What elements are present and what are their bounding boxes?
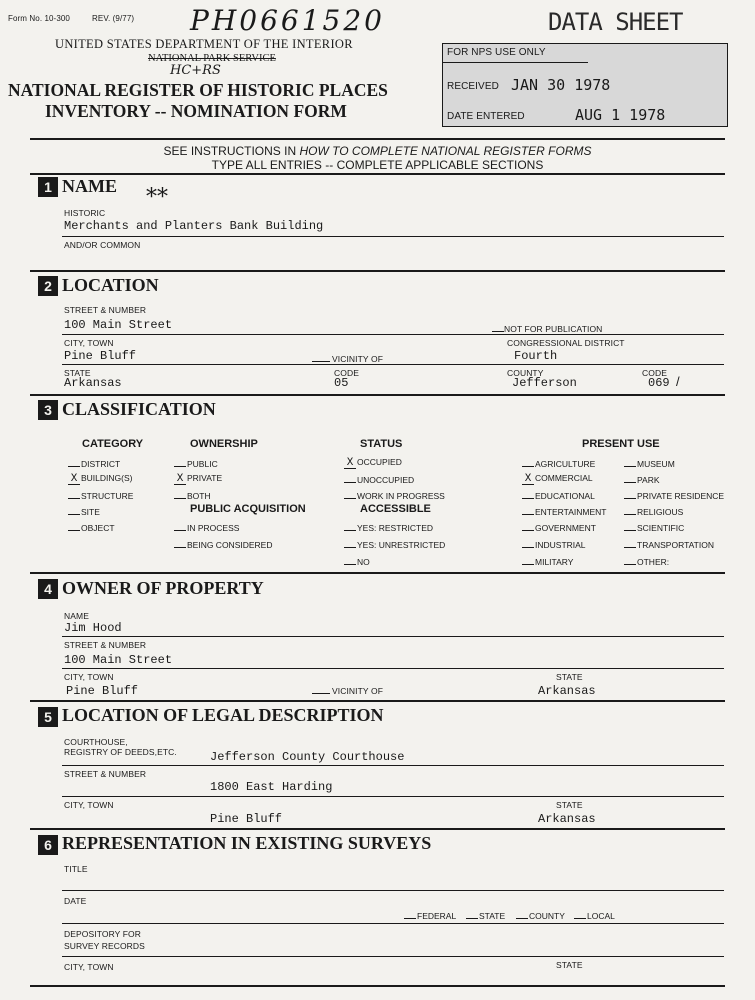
option-label: RELIGIOUS [637, 507, 684, 517]
department-line: UNITED STATES DEPARTMENT OF THE INTERIOR [55, 37, 353, 51]
checkbox-no[interactable] [344, 555, 370, 567]
option-label: COMMERCIAL [535, 473, 593, 483]
received-label: RECEIVED [447, 81, 499, 92]
county-value: Jefferson [512, 376, 577, 390]
public-acquisition-heading: PUBLIC ACQUISITION [190, 503, 306, 515]
checkbox-mark [68, 521, 80, 531]
checkbox-military[interactable] [522, 555, 573, 567]
checkbox-mark [624, 538, 636, 548]
checkbox-mark [174, 521, 186, 531]
owner-state-value: Arkansas [538, 684, 596, 698]
checkbox-work-in-progress[interactable] [344, 489, 445, 501]
option-label: PUBLIC [187, 459, 218, 469]
checkbox-mark [522, 555, 534, 565]
checkbox-unoccupied[interactable] [344, 473, 414, 485]
congressional-district-value: Fourth [514, 349, 558, 363]
legal-street-value: 1800 East Harding [210, 780, 333, 794]
option-label: BUILDING(S) [81, 473, 133, 483]
checkbox-mark [174, 538, 186, 548]
category-heading: CATEGORY [82, 438, 144, 450]
depository-label-line1: DEPOSITORY FOR [64, 929, 141, 939]
state-value: Arkansas [64, 376, 122, 390]
depository-label-line2: SURVEY RECORDS [64, 941, 145, 951]
checkbox-mark [624, 521, 636, 531]
vicinity-label: VICINITY OF [332, 354, 384, 364]
owner-vicinity-label: VICINITY OF [332, 686, 384, 696]
checkbox-mark [624, 489, 636, 499]
checkbox-yes-restricted[interactable] [344, 521, 433, 533]
checkbox-religious[interactable] [624, 505, 683, 517]
option-label: STATE [479, 911, 506, 921]
state-label: STATE [64, 368, 91, 378]
section-divider [30, 173, 725, 175]
owner-state-label: STATE [556, 672, 583, 682]
owner-city-label: CITY, TOWN [64, 672, 114, 682]
checkbox-mark: X [68, 475, 80, 485]
owner-vicinity-option [312, 686, 383, 696]
checkbox-private[interactable] [174, 473, 222, 485]
common-name-label: AND/OR COMMON [64, 240, 141, 250]
option-label: BEING CONSIDERED [187, 540, 273, 550]
checkbox-park[interactable] [624, 473, 660, 485]
checkbox-county[interactable] [516, 911, 565, 921]
option-label: PARK [637, 475, 660, 485]
section-3-title: CLASSIFICATION [62, 399, 216, 419]
date-entered-stamp: AUG 1 1978 [575, 106, 666, 124]
survey-title-label: TITLE [64, 864, 88, 874]
checkbox-object[interactable] [68, 521, 115, 533]
option-label: PRIVATE RESIDENCE [637, 491, 725, 501]
survey-date-label: DATE [64, 896, 87, 906]
checkbox-mark [522, 457, 534, 467]
survey-state-label: STATE [556, 960, 583, 970]
checkbox-buildings[interactable] [68, 473, 132, 485]
divider [30, 138, 725, 140]
option-label: FEDERAL [417, 911, 457, 921]
legal-city-value: Pine Bluff [210, 812, 283, 826]
option-label: INDUSTRIAL [535, 540, 586, 550]
checkbox-site[interactable] [68, 505, 100, 517]
option-label: YES: UNRESTRICTED [357, 540, 446, 550]
checkbox-government[interactable] [522, 521, 596, 533]
accessible-heading: ACCESSIBLE [360, 503, 431, 515]
checkbox-mark [344, 538, 356, 548]
owner-name-value: Jim Hood [64, 621, 122, 635]
checkbox-transportation[interactable] [624, 538, 714, 550]
nps-label: FOR NPS USE ONLY [447, 47, 546, 58]
section-2-number: 2 [38, 276, 58, 296]
checkbox-mark [624, 473, 636, 483]
street-value: 100 Main Street [64, 318, 173, 332]
checkbox-mark [344, 521, 356, 531]
checkbox-structure[interactable] [68, 489, 133, 501]
option-label: OCCUPIED [357, 457, 402, 467]
section-divider [30, 985, 725, 987]
instructions-title: HOW TO COMPLETE NATIONAL REGISTER FORMS [299, 144, 592, 158]
section-divider [30, 828, 725, 830]
option-label: PRIVATE [187, 473, 223, 483]
status-heading: STATUS [360, 438, 403, 450]
checkbox-in-process[interactable] [174, 521, 239, 533]
form-number: Form No. 10-300 [8, 14, 70, 23]
form-title-line2: INVENTORY -- NOMINATION FORM [45, 101, 347, 121]
option-label: SCIENTIFIC [637, 523, 685, 533]
service-struck: NATIONAL PARK SERVICE [148, 53, 276, 64]
received-stamp: JAN 30 1978 [511, 76, 611, 94]
check-mark-icon: / [676, 374, 680, 389]
form-title-line1: NATIONAL REGISTER OF HISTORIC PLACES [8, 80, 388, 100]
section-divider [30, 572, 725, 574]
option-label: IN PROCESS [187, 523, 240, 533]
checkbox-mark [68, 505, 80, 515]
handwritten-service: HC+RS [170, 63, 221, 78]
option-label: LOCAL [587, 911, 615, 921]
option-label: OTHER: [637, 557, 670, 567]
option-label: AGRICULTURE [535, 459, 596, 469]
county-code-value: 069 [648, 376, 670, 390]
section-divider [30, 270, 725, 272]
state-code-value: 05 [334, 376, 349, 390]
section-6-title: REPRESENTATION IN EXISTING SURVEYS [62, 833, 432, 853]
section-divider [30, 700, 725, 702]
option-label: COUNTY [529, 911, 565, 921]
option-label: WORK IN PROGRESS [357, 491, 445, 501]
county-label: COUNTY [507, 368, 544, 378]
section-1-title: NAME [62, 176, 117, 196]
checkbox-scientific[interactable] [624, 521, 684, 533]
street-label: STREET & NUMBER [64, 305, 147, 315]
section-4-number: 4 [38, 579, 58, 599]
option-label: OBJECT [81, 523, 115, 533]
option-label: NO [357, 557, 370, 567]
checkbox-mark [522, 538, 534, 548]
ownership-heading: OWNERSHIP [190, 438, 258, 450]
checkbox-both[interactable] [174, 489, 211, 501]
checkbox-mark [624, 457, 636, 467]
legal-street-label: STREET & NUMBER [64, 769, 147, 779]
checkbox-yes-unrestricted[interactable] [344, 538, 445, 550]
checkbox-educational[interactable] [522, 489, 595, 501]
checkbox-mark: X [174, 475, 186, 485]
option-label: ENTERTAINMENT [535, 507, 607, 517]
checkbox-commercial[interactable] [522, 473, 593, 485]
checkbox-mark [522, 521, 534, 531]
checkbox-mark [522, 489, 534, 499]
checkbox-agriculture[interactable] [522, 457, 595, 469]
checkbox-local[interactable] [574, 911, 615, 921]
instructions-line1 [0, 144, 755, 158]
option-label: DISTRICT [81, 459, 121, 469]
checkbox-mark [174, 457, 186, 467]
option-label: EDUCATIONAL [535, 491, 595, 501]
option-label: STRUCTURE [81, 491, 134, 501]
city-value: Pine Bluff [64, 349, 137, 363]
legal-city-label: CITY, TOWN [64, 800, 114, 810]
vicinity-option [312, 354, 383, 364]
section-3-number: 3 [38, 400, 58, 420]
checkbox-industrial[interactable] [522, 538, 586, 550]
option-label: YES: RESTRICTED [357, 523, 434, 533]
state-code-label: CODE [334, 368, 359, 378]
courthouse-label-line1: COURTHOUSE, [64, 737, 128, 747]
section-4-title: OWNER OF PROPERTY [62, 578, 264, 598]
courthouse-value: Jefferson County Courthouse [210, 750, 405, 764]
present-use-heading: PRESENT USE [582, 438, 660, 450]
checkbox-other[interactable] [624, 555, 669, 567]
option-label: UNOCCUPIED [357, 475, 415, 485]
nps-use-box [442, 43, 728, 127]
checkbox-mark [344, 489, 356, 499]
historic-label: HISTORIC [64, 208, 106, 218]
courthouse-label-line2: REGISTRY OF DEEDS,ETC. [64, 747, 177, 757]
owner-street-value: 100 Main Street [64, 653, 173, 667]
survey-city-label: CITY, TOWN [64, 962, 114, 972]
section-1-number: 1 [38, 177, 58, 197]
owner-name-label: NAME [64, 611, 89, 621]
checkbox-mark [68, 457, 80, 467]
section-divider [30, 394, 725, 396]
checkbox-mark [344, 473, 356, 483]
section-5-title: LOCATION OF LEGAL DESCRIPTION [62, 705, 384, 725]
data-sheet-stamp: DATA SHEET [548, 8, 683, 36]
checkbox-mark [174, 489, 186, 499]
handwritten-mark: ** [146, 185, 168, 210]
option-label: MILITARY [535, 557, 574, 567]
congressional-district-label: CONGRESSIONAL DISTRICT [507, 338, 625, 348]
checkbox-public[interactable] [174, 457, 218, 469]
handwritten-id: PH0661520 [190, 4, 385, 37]
legal-state-value: Arkansas [538, 812, 596, 826]
option-label: BOTH [187, 491, 211, 501]
checkbox-mark [624, 505, 636, 515]
checkbox-mark [68, 489, 80, 499]
owner-street-label: STREET & NUMBER [64, 640, 147, 650]
not-for-publication-label: NOT FOR PUBLICATION [504, 324, 603, 334]
date-entered-label: DATE ENTERED [447, 111, 525, 122]
checkbox-mark: X [344, 459, 356, 469]
checkbox-occupied[interactable] [344, 457, 402, 469]
section-6-number: 6 [38, 835, 58, 855]
option-label: SITE [81, 507, 100, 517]
form-revision: REV. (9/77) [92, 14, 135, 23]
owner-city-value: Pine Bluff [66, 684, 139, 698]
checkbox-private-residence[interactable] [624, 489, 724, 501]
section-5-number: 5 [38, 707, 58, 727]
instructions-line2: TYPE ALL ENTRIES -- COMPLETE APPLICABLE SECTIONS [211, 158, 544, 172]
checkbox-district[interactable] [68, 457, 120, 469]
option-label: MUSEUM [637, 459, 675, 469]
checkbox-museum[interactable] [624, 457, 675, 469]
checkbox-mark [522, 505, 534, 515]
checkbox-state[interactable] [466, 911, 505, 921]
city-label: CITY, TOWN [64, 338, 114, 348]
checkbox-being-considered[interactable] [174, 538, 273, 550]
historic-name-value: Merchants and Planters Bank Building [64, 219, 324, 233]
checkbox-mark: X [522, 475, 534, 485]
checkbox-mark [624, 555, 636, 565]
option-label: GOVERNMENT [535, 523, 596, 533]
not-for-publication-option [492, 324, 602, 334]
option-label: TRANSPORTATION [637, 540, 714, 550]
checkbox-federal[interactable] [404, 911, 456, 921]
checkbox-entertainment[interactable] [522, 505, 606, 517]
checkbox-mark [344, 555, 356, 565]
instructions-prefix: SEE INSTRUCTIONS IN [163, 144, 300, 158]
legal-state-label: STATE [556, 800, 583, 810]
section-2-title: LOCATION [62, 275, 159, 295]
county-code-label: CODE [642, 368, 667, 378]
